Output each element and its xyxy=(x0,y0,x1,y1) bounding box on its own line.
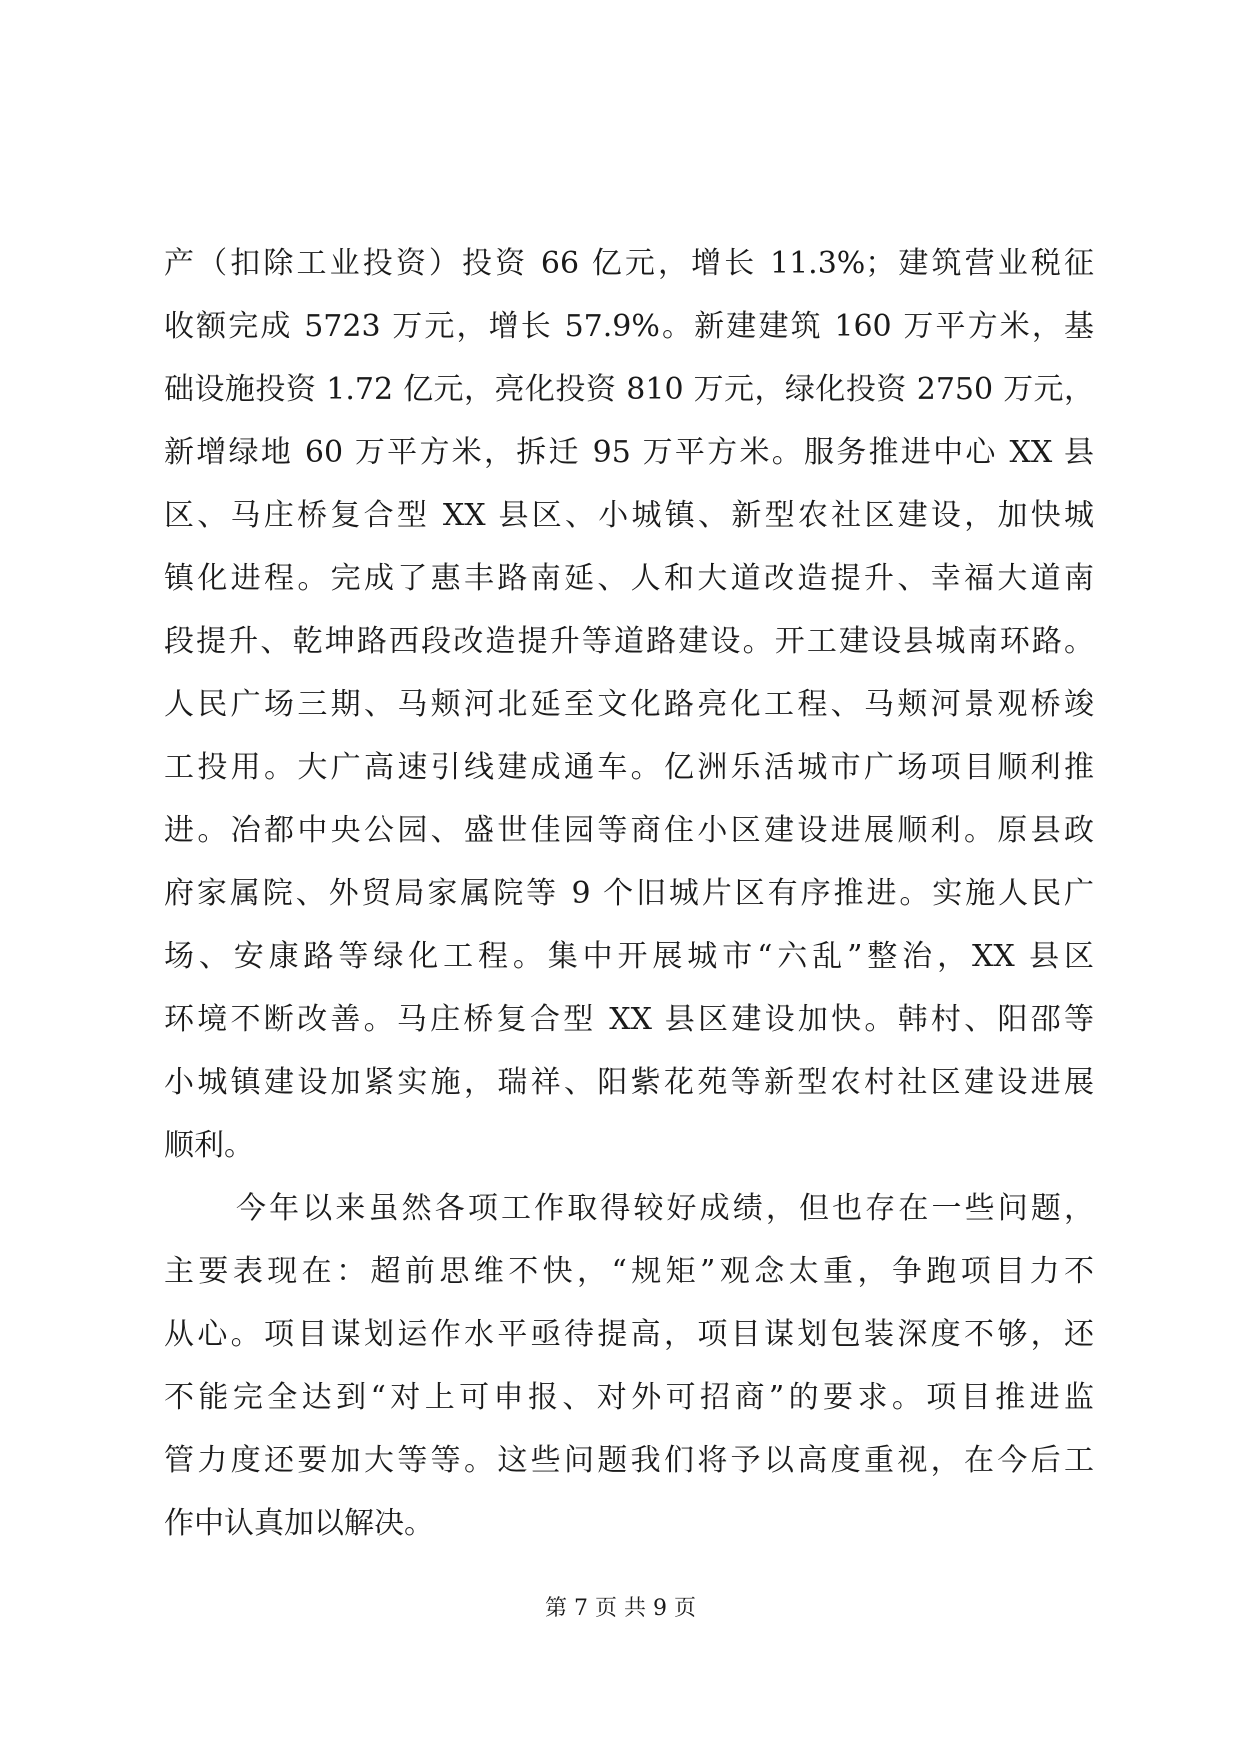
text-line: 区、马庄桥复合型 XX 县区、小城镇、新型农社区建设，加快城 xyxy=(164,498,1094,533)
text-line: 今年以来虽然各项工作取得较好成绩，但也存在一些问题， xyxy=(236,1191,1094,1226)
text-line: 人民广场三期、马颊河北延至文化路亮化工程、马颊河景观桥竣 xyxy=(164,687,1094,722)
text-line: 段提升、乾坤路西段改造提升等道路建设。开工建设县城南环路。 xyxy=(164,624,1094,659)
page-footer: 第 7 页 共 9 页 xyxy=(545,1596,696,1621)
text-line: 础设施投资 1.72 亿元，亮化投资 810 万元，绿化投资 2750 万元， xyxy=(164,372,1094,407)
text-line: 收额完成 5723 万元，增长 57.9%。新建建筑 160 万平方米，基 xyxy=(164,309,1094,344)
text-line: 主要表现在：超前思维不快，“规矩”观念太重，争跑项目力不 xyxy=(164,1254,1094,1289)
text-line: 管力度还要加大等等。这些问题我们将予以高度重视，在今后工 xyxy=(164,1443,1094,1478)
text-line: 环境不断改善。马庄桥复合型 XX 县区建设加快。韩村、阳邵等 xyxy=(164,1002,1094,1037)
text-line: 镇化进程。完成了惠丰路南延、人和大道改造提升、幸福大道南 xyxy=(164,561,1094,596)
text-line: 顺利。 xyxy=(164,1128,254,1163)
text-line: 进。冶都中央公园、盛世佳园等商住小区建设进展顺利。原县政 xyxy=(164,813,1094,848)
text-line: 产（扣除工业投资）投资 66 亿元，增长 11.3%；建筑营业税征 xyxy=(164,246,1094,281)
text-line: 府家属院、外贸局家属院等 9 个旧城片区有序推进。实施人民广 xyxy=(164,876,1094,911)
text-line: 作中认真加以解决。 xyxy=(164,1506,434,1541)
text-line: 新增绿地 60 万平方米，拆迁 95 万平方米。服务推进中心 XX 县 xyxy=(164,435,1094,470)
text-line: 不能完全达到“对上可申报、对外可招商”的要求。项目推进监 xyxy=(164,1380,1094,1415)
text-line: 小城镇建设加紧实施，瑞祥、阳紫花苑等新型农村社区建设进展 xyxy=(164,1065,1094,1100)
document-body xyxy=(164,232,1094,1555)
text-line: 场、安康路等绿化工程。集中开展城市“六乱”整治，XX 县区 xyxy=(164,939,1094,974)
text-line: 从心。项目谋划运作水平亟待提高，项目谋划包装深度不够，还 xyxy=(164,1317,1094,1352)
text-line: 工投用。大广高速引线建成通车。亿洲乐活城市广场项目顺利推 xyxy=(164,750,1094,785)
